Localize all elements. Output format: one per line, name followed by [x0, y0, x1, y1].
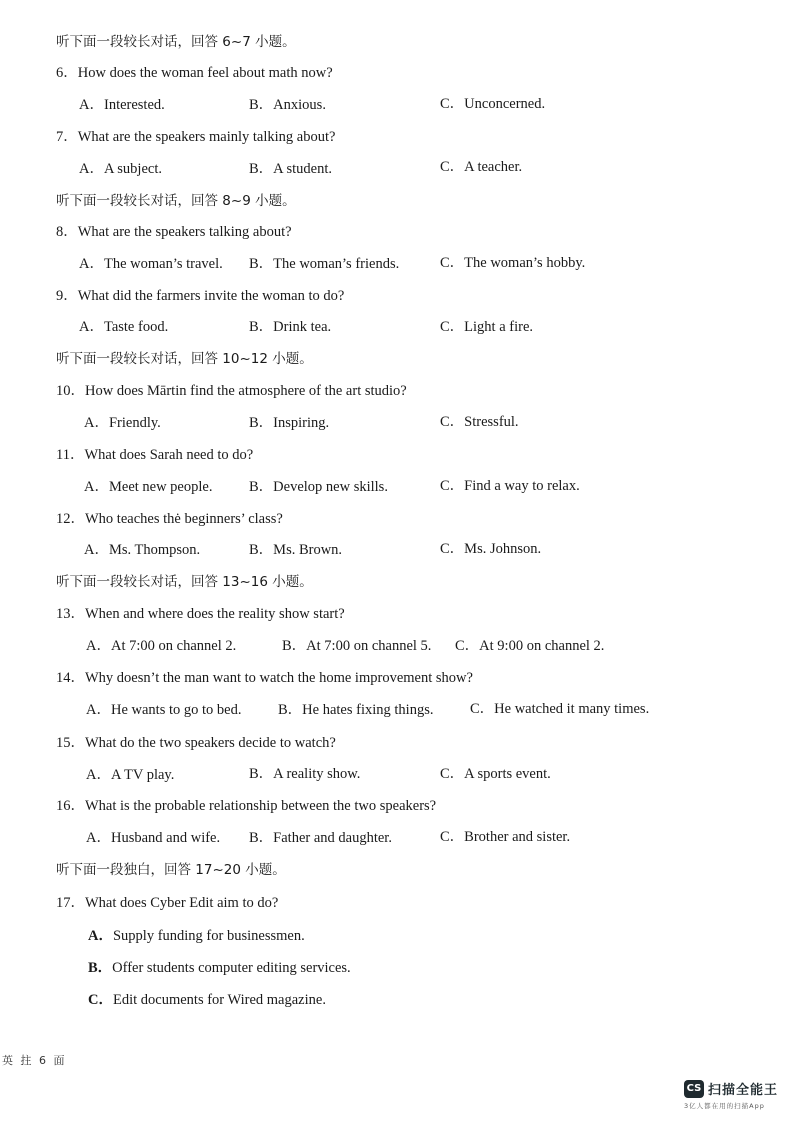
- option-10-c: [440, 413, 519, 431]
- option-text: Taste food.: [103, 319, 169, 335]
- question-text: Why doesn’t the man want to watch the home improvement show?: [85, 670, 473, 686]
- option-letter: B．: [249, 256, 274, 272]
- question-number: 11．: [56, 447, 85, 463]
- option-text: Find a way to relax.: [464, 478, 580, 494]
- option-text: A TV play.: [110, 767, 175, 783]
- question-number: 7．: [56, 129, 78, 145]
- option-text: A reality show.: [273, 766, 361, 782]
- section-header-8-9: 听下面一段较长对话，回答 8~9 小题。: [56, 193, 296, 209]
- option-letter: A．: [86, 638, 111, 654]
- option-9-b: [249, 318, 331, 336]
- option-text: Ms. Thompson.: [108, 542, 201, 558]
- question-text: What are the speakers talking about?: [77, 224, 292, 240]
- option-letter: C．: [88, 992, 113, 1008]
- option-text: At 9:00 on channel 2.: [479, 638, 605, 654]
- question-text: What are the speakers mainly talking about?: [77, 129, 336, 145]
- scanner-watermark: [684, 1079, 778, 1098]
- question-text: How does the woman feel about math now?: [77, 65, 333, 81]
- question-17: [56, 894, 278, 912]
- option-text: Brother and sister.: [464, 829, 571, 845]
- question-12: [56, 510, 283, 528]
- option-8-a: [79, 255, 223, 273]
- option-text: He hates fixing things.: [302, 702, 434, 718]
- page-footer-label: 英 拄 6 面: [2, 1054, 67, 1067]
- option-letter: C．: [470, 701, 495, 717]
- option-letter: A．: [79, 319, 104, 335]
- section-header-6-7: 听下面一段较长对话，回答 6~7 小题。: [56, 34, 296, 50]
- question-10: [56, 382, 407, 400]
- option-letter: C．: [440, 541, 465, 557]
- option-letter: C．: [440, 255, 465, 271]
- option-letter: B．: [249, 830, 274, 846]
- option-7-c: [440, 158, 522, 176]
- option-text: A sports event.: [464, 766, 551, 782]
- option-13-b: [282, 637, 431, 655]
- option-letter: C．: [440, 96, 465, 112]
- option-letter: B．: [282, 638, 307, 654]
- option-letter: B．: [249, 97, 274, 113]
- question-text: Who teaches thė beginners’ class?: [85, 511, 283, 527]
- question-9: [56, 287, 344, 305]
- option-12-a: [84, 541, 200, 559]
- option-text: Anxious.: [273, 97, 326, 113]
- option-8-c: [440, 254, 585, 272]
- option-text: At 7:00 on channel 2.: [110, 638, 237, 654]
- option-text: Unconcerned.: [464, 96, 546, 112]
- option-11-c: [440, 477, 580, 495]
- question-14: [56, 669, 473, 687]
- option-letter: C．: [440, 414, 465, 430]
- option-text: Stressful.: [464, 414, 519, 430]
- option-text: Supply funding for businessmen.: [112, 928, 305, 944]
- option-letter: B．: [278, 702, 303, 718]
- question-number: 9．: [56, 288, 78, 304]
- option-letter: B．: [249, 766, 274, 782]
- option-letter: C．: [440, 766, 465, 782]
- option-letter: B．: [249, 415, 274, 431]
- option-text: Drink tea.: [273, 319, 332, 335]
- question-6: [56, 64, 333, 82]
- option-text: A student.: [273, 161, 332, 177]
- option-letter: C．: [455, 638, 480, 654]
- option-8-b: [249, 255, 399, 273]
- option-text: He watched it many times.: [494, 701, 650, 717]
- option-text: Meet new people.: [108, 479, 213, 495]
- scanner-tagline: 3亿人都在用的扫描App: [684, 1102, 765, 1110]
- question-text: When and where does the reality show start?: [85, 606, 345, 622]
- option-letter: C．: [440, 159, 465, 175]
- option-letter: A．: [79, 256, 104, 272]
- option-9-c: [440, 318, 533, 336]
- option-text: Ms. Johnson.: [464, 541, 542, 557]
- option-6-c: [440, 95, 545, 113]
- option-16-c: [440, 828, 570, 846]
- option-13-c: [455, 637, 604, 655]
- option-letter: A．: [84, 542, 109, 558]
- question-11: [56, 446, 253, 464]
- option-12-c: [440, 540, 541, 558]
- option-9-a: [79, 318, 168, 336]
- option-17-a: [88, 927, 305, 945]
- option-6-a: [79, 96, 165, 114]
- option-17-b: [88, 959, 351, 977]
- option-text: Light a fire.: [464, 319, 534, 335]
- option-letter: A．: [79, 161, 104, 177]
- question-number: 17．: [56, 895, 85, 911]
- option-letter: A．: [79, 97, 104, 113]
- section-header-13-16: 听下面一段较长对话，回答 13~16 小题。: [56, 574, 313, 590]
- option-letter: A．: [86, 767, 111, 783]
- option-text: He wants to go to bed.: [110, 702, 242, 718]
- scanner-app-name: 扫描全能王: [708, 1083, 779, 1098]
- option-text: Father and daughter.: [273, 830, 392, 846]
- option-16-b: [249, 829, 392, 847]
- question-7: [56, 128, 335, 146]
- option-letter: A．: [86, 702, 111, 718]
- option-letter: B．: [249, 542, 274, 558]
- question-number: 15．: [56, 735, 85, 751]
- option-10-a: [84, 414, 161, 432]
- question-number: 6．: [56, 65, 78, 81]
- option-letter: B．: [88, 960, 113, 976]
- question-number: 8．: [56, 224, 78, 240]
- question-number: 14．: [56, 670, 85, 686]
- question-15: [56, 734, 336, 752]
- camscanner-logo-icon: CS: [684, 1080, 704, 1098]
- option-letter: C．: [440, 829, 465, 845]
- option-15-a: [86, 766, 174, 784]
- question-16: [56, 797, 436, 815]
- option-letter: A．: [84, 415, 109, 431]
- option-text: Friendly.: [108, 415, 161, 431]
- question-number: 12．: [56, 511, 85, 527]
- option-text: The woman’s travel.: [103, 256, 223, 272]
- question-13: [56, 605, 345, 623]
- option-10-b: [249, 414, 329, 432]
- question-text: How does Mārtin find the atmosphere of the art studio?: [85, 383, 407, 399]
- section-header-10-12: 听下面一段较长对话，回答 10~12 小题。: [56, 351, 313, 367]
- question-number: 13．: [56, 606, 85, 622]
- option-letter: A．: [88, 928, 113, 944]
- question-text: What do the two speakers decide to watch?: [85, 735, 336, 751]
- option-letter: C．: [440, 319, 465, 335]
- option-text: Inspiring.: [273, 415, 330, 431]
- option-text: Interested.: [103, 97, 165, 113]
- option-text: Offer students computer editing services.: [112, 960, 351, 976]
- option-letter: B．: [249, 161, 274, 177]
- option-7-a: [79, 160, 162, 178]
- option-7-b: [249, 160, 332, 178]
- option-text: At 7:00 on channel 5.: [306, 638, 432, 654]
- option-15-b: [249, 765, 360, 783]
- option-15-c: [440, 765, 551, 783]
- option-letter: C．: [440, 478, 465, 494]
- option-text: A teacher.: [464, 159, 523, 175]
- option-11-a: [84, 478, 212, 496]
- option-16-a: [86, 829, 220, 847]
- option-14-c: [470, 700, 649, 718]
- option-6-b: [249, 96, 326, 114]
- option-text: Husband and wife.: [110, 830, 221, 846]
- option-14-a: [86, 701, 241, 719]
- question-number: 10．: [56, 383, 85, 399]
- option-17-c: [88, 991, 326, 1009]
- question-text: What does Cyber Edit aim to do?: [85, 895, 279, 911]
- section-header-17-20: 听下面一段独白，回答 17~20 小题。: [56, 862, 286, 878]
- question-text: What is the probable relationship between the two speakers?: [85, 798, 437, 814]
- option-text: The woman’s hobby.: [464, 255, 586, 271]
- option-letter: B．: [249, 319, 274, 335]
- option-letter: A．: [84, 479, 109, 495]
- option-letter: A．: [86, 830, 111, 846]
- option-11-b: [249, 478, 388, 496]
- option-text: Ms. Brown.: [273, 542, 343, 558]
- option-text: A subject.: [103, 161, 162, 177]
- question-number: 16．: [56, 798, 85, 814]
- option-text: Develop new skills.: [273, 479, 388, 495]
- option-13-a: [86, 637, 236, 655]
- option-14-b: [278, 701, 433, 719]
- question-text: What does Sarah need to do?: [84, 447, 254, 463]
- option-letter: B．: [249, 479, 274, 495]
- option-12-b: [249, 541, 342, 559]
- question-8: [56, 223, 292, 241]
- option-text: Edit documents for Wired magazine.: [112, 992, 326, 1008]
- question-text: What did the farmers invite the woman to do?: [77, 288, 345, 304]
- option-text: The woman’s friends.: [273, 256, 400, 272]
